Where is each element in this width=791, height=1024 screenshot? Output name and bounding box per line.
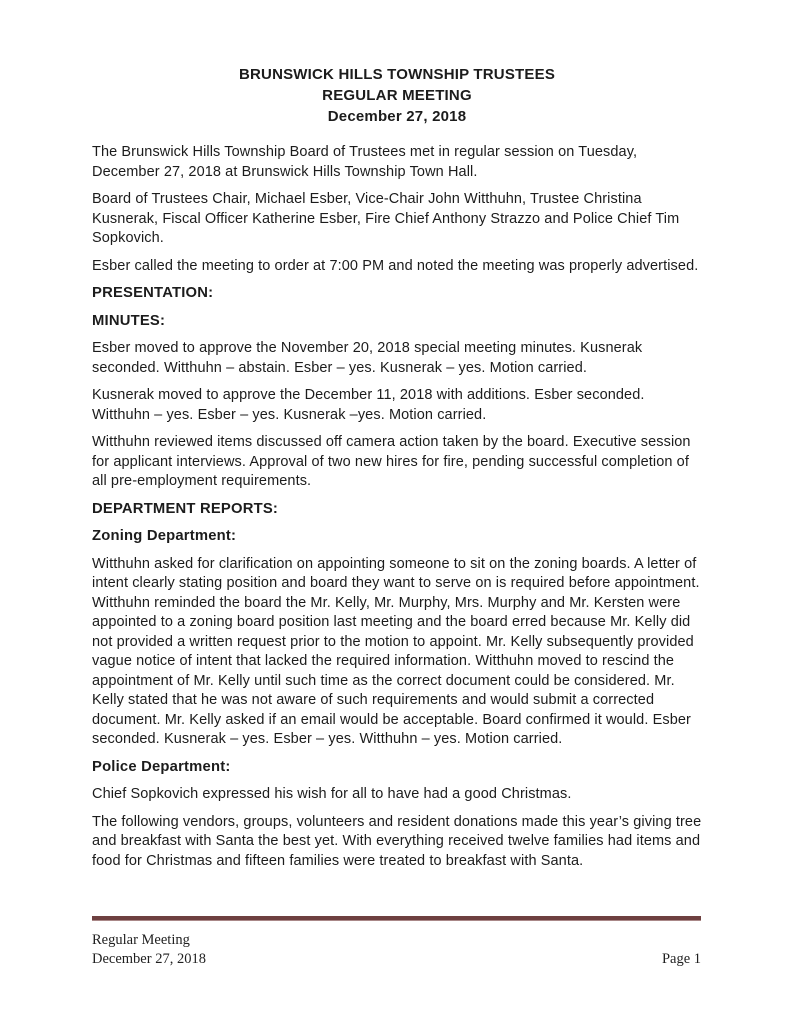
document-content xyxy=(92,64,702,879)
paragraph-police-donations: The following vendors, groups, volunteers and resident donations made this year’s giving tree and breakfast with Santa the best yet. With everything received twelve families had items and food for Christmas and fifteen families were treated to breakfast with Santa. xyxy=(92,813,702,869)
footer-meeting-date: December 27, 2018 xyxy=(92,951,206,967)
paragraph-intro: The Brunswick Hills Township Board of Trustees met in regular session on Tuesday, December 27, 2018 at Brunswick Hills Township Town Hall. xyxy=(92,144,638,180)
heading-police-department: Police Department: xyxy=(92,758,231,775)
footer-meeting-type: Regular Meeting xyxy=(92,932,190,948)
title-org-line: BRUNSWICK HILLS TOWNSHIP TRUSTEES xyxy=(238,66,556,83)
title-date-line: December 27, 2018 xyxy=(327,108,467,125)
footer-divider-rule xyxy=(92,916,701,921)
paragraph-minutes-review: Witthuhn reviewed items discussed off camera action taken by the board. Executive session for applicant interviews. Approval of two new hires for fire, pending successful completion of all pre-employment requirements. xyxy=(92,434,691,489)
heading-zoning-department: Zoning Department: xyxy=(92,528,237,544)
heading-department-reports: DEPARTMENT REPORTS: xyxy=(92,500,279,517)
heading-minutes: MINUTES: xyxy=(92,312,166,329)
paragraph-call-to-order: Esber called the meeting to order at 7:00 PM and noted the meeting was properly advertised. xyxy=(92,257,699,274)
footer-page-number: Page 1 xyxy=(661,951,701,967)
document-title-block xyxy=(92,64,702,127)
title-meeting-type-line: REGULAR MEETING xyxy=(322,87,472,104)
footer-meeting-info xyxy=(92,931,206,969)
paragraph-minutes-november: Esber moved to approve the November 20, 2018 special meeting minutes. Kusnerak seconded. Witthuhn – abstain. Esber – yes. Kusnerak – yes. Motion carried. xyxy=(92,340,643,376)
heading-presentation: PRESENTATION: xyxy=(92,285,214,301)
paragraph-attendees: Board of Trustees Chair, Michael Esber, Vice-Chair John Witthuhn, Trustee Christina Kusnerak, Fiscal Officer Katherine Esber, Fire Chief Anthony Strazzo and Police Chief Tim Sopkovich. xyxy=(92,191,680,246)
page-footer xyxy=(92,916,701,969)
paragraph-police-greeting: Chief Sopkovich expressed his wish for all to have had a good Christmas. xyxy=(92,786,572,802)
footer-row xyxy=(92,931,701,969)
paragraph-zoning-report: Witthuhn asked for clarification on appointing someone to sit on the zoning boards. A letter of intent clearly stating position and board they want to serve on is required before appointment. Witthuhn reminded the board the Mr. Kelly, Mr. Murphy, Mrs. Murphy and Mr. Kersten were appointed to a zoning board position last meeting and the board erred because Mr. Kelly did not provided a written request prior to the motion to appoint. Mr. Kelly subsequently provided vague notice of intent that lacked the required information. Witthuhn moved to rescind the appointment of Mr. Kelly until such time as the correct document could be considered. Mr. Kelly stated that he was not aware of such requirements and would submit a corrected document. Mr. Kelly asked if an email would be acceptable. Board confirmed it would. Esber seconded. Kusnerak – yes. Esber – yes. Witthuhn – yes. Motion carried. xyxy=(92,555,700,747)
paragraph-minutes-december: Kusnerak moved to approve the December 11, 2018 with additions. Esber seconded. Witthuhn – yes. Esber – yes. Kusnerak –yes. Motion carried. xyxy=(92,387,645,423)
